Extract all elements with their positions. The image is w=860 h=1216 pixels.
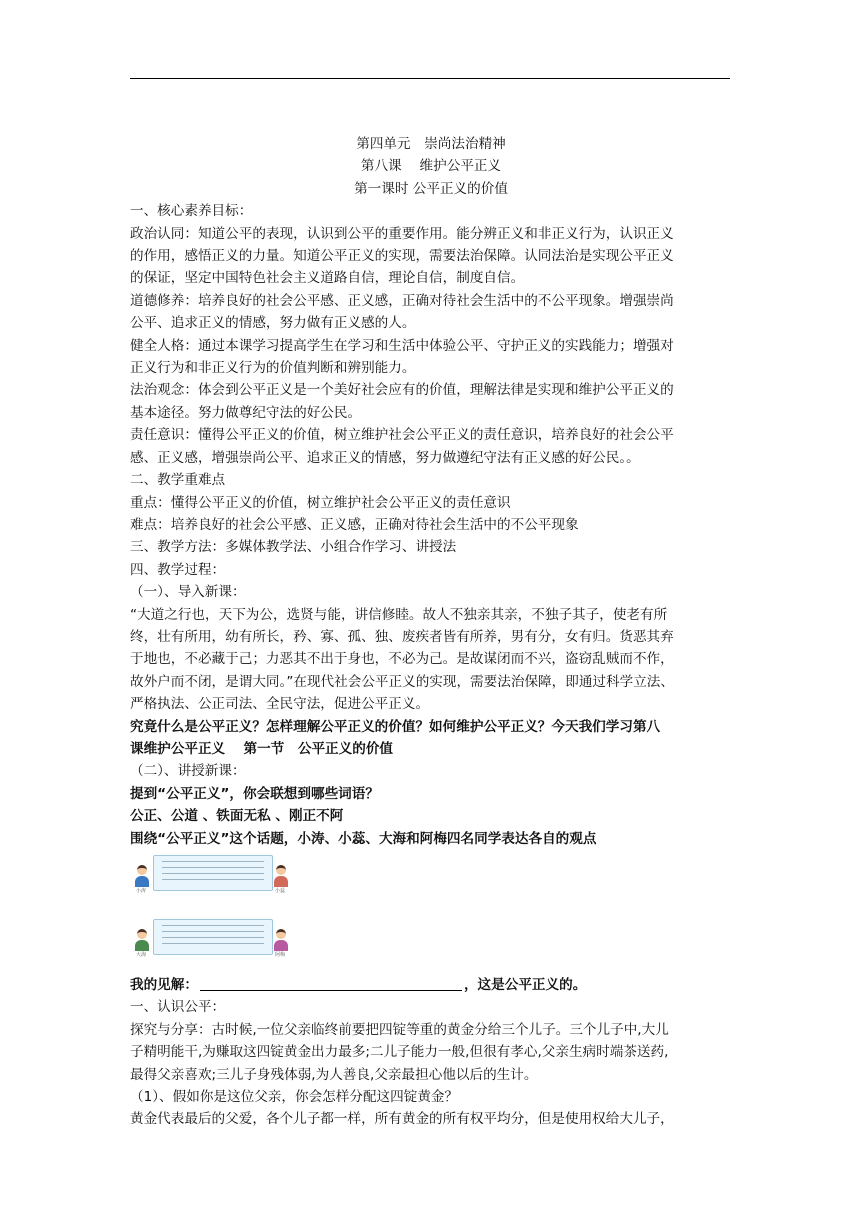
text-line: 黄金代表最后的父爱，各个儿子都一样，所有黄金的所有权平均分，但是使用权给大儿子， bbox=[130, 1111, 674, 1128]
student-name: 大海 bbox=[136, 952, 147, 958]
text-line: 正义行为和非正义行为的价值判断和辨别能力。 bbox=[130, 360, 416, 377]
student-avatar bbox=[274, 929, 288, 951]
text-line: 二、教学重难点 bbox=[130, 472, 226, 489]
text-line: 严格执法、公正司法、全民守法，促进公平正义。 bbox=[130, 696, 430, 713]
text-line: 基本途径。努力做尊纪守法的好公民。 bbox=[130, 404, 362, 421]
text-line: 道德修养：培养良好的社会公平感、正义感，正确对待社会生活中的不公平现象。增强崇尚 bbox=[130, 292, 674, 309]
unit-title: 第四单元 崇尚法治精神 bbox=[356, 136, 506, 152]
student-avatar bbox=[135, 865, 149, 887]
text-line: 三、教学方法：多媒体教学法、小组合作学习、讲授法 bbox=[130, 539, 457, 556]
text-line: “大道之行也，天下为公，选贤与能，讲信修睦。故人不独亲其亲，不独子其子，使老有所 bbox=[130, 606, 668, 623]
text-line: 子精明能干,为赚取这四锭黄金出力最多;二儿子能力一般,但很有孝心,父亲生病时端茶送药, bbox=[130, 1044, 669, 1061]
text-line: 法治观念：体会到公平正义是一个美好社会应有的价值，理解法律是实现和维护公平正义的 bbox=[130, 382, 674, 399]
text-line: （一）、导入新课： bbox=[130, 584, 246, 601]
bold-line: 围绕“公平正义”这个话题，小涛、小蕊、大海和阿梅四名同学表达各自的观点 bbox=[130, 830, 597, 847]
bold-line: 公正、公道 、铁面无私 、刚正不阿 bbox=[130, 808, 344, 825]
answer-blank[interactable] bbox=[200, 976, 462, 991]
student-name: 阿梅 bbox=[275, 952, 286, 958]
student-name: 小蕊 bbox=[275, 888, 286, 894]
text-line: 四、教学过程： bbox=[130, 561, 226, 578]
student-avatar bbox=[135, 929, 149, 951]
text-line: 感、正义感，增强崇尚公平、追求正义的情感，努力做遵纪守法有正义感的好公民。。 bbox=[130, 449, 640, 466]
text-line: 于地也，不必藏于己；力恶其不出于身也，不必为己。是故谋闭而不兴，盗窃乱贼而不作， bbox=[130, 651, 674, 668]
text-line: 的保证，坚定中国特色社会主义道路自信，理论自信，制度自信。 bbox=[130, 270, 525, 287]
text-line: 公平、追求正义的情感，努力做有正义感的人。 bbox=[130, 315, 416, 332]
lesson-title: 第八课 维护公平正义 bbox=[360, 158, 502, 175]
speech-panel bbox=[153, 919, 273, 955]
opinion-prefix: 我的见解： bbox=[130, 977, 198, 993]
text-line: 一、核心素养目标： bbox=[130, 203, 253, 220]
opinion-line bbox=[130, 974, 732, 996]
text-line: 故外户而不闭，是谓大同。”在现代社会公平正义的实现，需要法治保障，即通过科学立法、 bbox=[130, 673, 674, 690]
period-title: 第一课时 公平正义的价值 bbox=[354, 180, 508, 197]
text-line: 最得父亲喜欢;三儿子身残体弱,为人善良,父亲最担心他以后的生计。 bbox=[130, 1066, 538, 1083]
speech-panel bbox=[153, 855, 273, 891]
bold-line: 提到“公平正义”，你会联想到哪些词语？ bbox=[130, 785, 379, 802]
header-rule bbox=[130, 78, 730, 79]
text-line: 终，壮有所用，幼有所长，矜、寡、孤、独、废疾者皆有所养，男有分，女有归。货恶其弃 bbox=[130, 628, 674, 645]
student-avatar bbox=[274, 865, 288, 887]
bold-line: 课维护公平正义 第一节 公平正义的价值 bbox=[130, 740, 394, 757]
text-line: 难点：培养良好的社会公平感、正义感，正确对待社会生活中的不公平现象 bbox=[130, 516, 579, 533]
text-line: 的作用，感悟正义的力量。知道公平正义的实现，需要法治保障。认同法治是实现公平正义 bbox=[130, 248, 674, 265]
opinion-suffix: ，这是公平正义的。 bbox=[463, 977, 587, 993]
text-line: 政治认同：知道公平的表现，认识到公平的重要作用。能分辨正义和非正义行为，认识正义 bbox=[130, 225, 674, 242]
document-body bbox=[130, 133, 732, 1131]
section-heading: （二）、讲授新课： bbox=[130, 763, 246, 780]
student-name: 小涛 bbox=[136, 888, 147, 894]
text-line: 探究与分享：古时候,一位父亲临终前要把四锭等重的黄金分给三个儿子。三个儿子中,大儿 bbox=[130, 1021, 669, 1038]
text-line: （1）、假如你是这位父亲，你会怎样分配这四锭黄金？ bbox=[130, 1089, 459, 1106]
text-line: 责任意识：懂得公平正义的价值，树立维护社会公平正义的责任意识，培养良好的社会公平 bbox=[130, 427, 674, 444]
text-line: 重点：懂得公平正义的价值，树立维护社会公平正义的责任意识 bbox=[130, 494, 511, 511]
text-line: 一、认识公平： bbox=[130, 999, 226, 1016]
bold-line: 究竟什么是公平正义？怎样理解公平正义的价值？如何维护公平正义？今天我们学习第八 bbox=[130, 718, 661, 735]
students-opinion-figure bbox=[131, 853, 291, 971]
text-line: 健全人格：通过本课学习提高学生在学习和生活中体验公平、守护正义的实践能力；增强对 bbox=[130, 337, 674, 354]
